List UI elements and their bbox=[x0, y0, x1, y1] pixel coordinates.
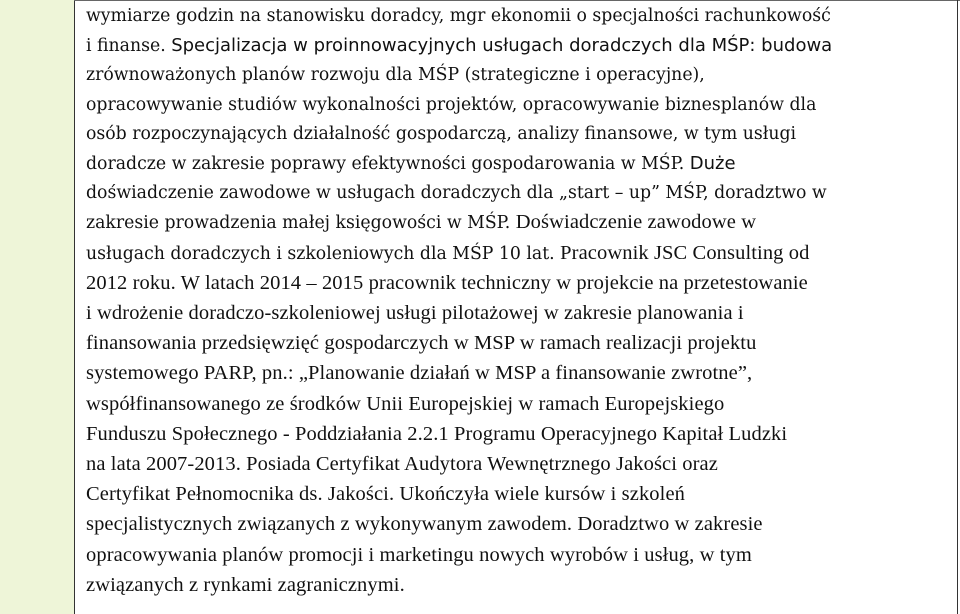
text-line bbox=[86, 61, 948, 90]
text-segment: wymiarze godzin na stanowisku doradcy, mgr ekonomii o specjalności rachunkowość bbox=[86, 6, 831, 26]
text-line bbox=[86, 149, 948, 179]
text-line bbox=[86, 480, 948, 510]
text-segment: związanych z rynkami zagranicznymi. bbox=[86, 573, 405, 596]
text-segment: zakresie prowadzenia małej księgowości w MŚP. bbox=[86, 213, 516, 234]
table-text-cell bbox=[86, 2, 948, 601]
text-line bbox=[86, 450, 948, 480]
text-segment: osób rozpoczynających działalność gospodarczą, analizy finansowe, w tym usługi bbox=[86, 123, 797, 144]
text-segment: opracowywania planów promocji i marketingu nowych wyrobów i usług, w tym bbox=[86, 543, 752, 566]
table-top-border bbox=[74, 0, 960, 1]
text-line bbox=[86, 359, 948, 389]
text-segment: i finanse. bbox=[86, 36, 172, 57]
text-segment: Doświadczenie zawodowe w bbox=[515, 211, 757, 234]
text-segment: Certyfikat Pełnomocnika ds. Jakości. Ukończyła wiele kursów i szkoleń bbox=[86, 483, 685, 506]
text-line bbox=[86, 269, 948, 299]
text-segment: Duże bbox=[689, 153, 736, 175]
text-segment: współfinansowanego ze środków Unii Europejskiej w ramach Europejskiego bbox=[86, 392, 725, 415]
text-segment: Specjalizacja w proinnowacyjnych usługach doradczych dla MŚP: budowa bbox=[171, 35, 833, 57]
text-segment: 2012 roku. W latach 2014 – 2015 pracownik techniczny w projekcie na przetestowanie bbox=[86, 271, 808, 294]
text-segment: zrównoważonych planów rozwoju dla MŚP (strategiczne i operacyjne), bbox=[86, 65, 705, 86]
text-segment: opracowywanie studiów wykonalności projektów, opracowywanie biznesplanów dla bbox=[86, 94, 817, 115]
text-segment: i wdrożenie doradczo-szkoleniowej usługi pilotażowej w zakresie planowania i bbox=[86, 302, 744, 325]
text-line bbox=[86, 510, 948, 540]
text-line bbox=[86, 420, 948, 450]
text-line bbox=[86, 571, 948, 601]
text-segment: usługach doradczych i szkoleniowych dla MŚP 10 lat. bbox=[86, 243, 561, 264]
text-segment: systemowego PARP, pn.: „Planowanie działań w MSP a finansowanie zwrotne”, bbox=[86, 362, 753, 385]
text-line bbox=[86, 91, 948, 120]
table-right-border bbox=[957, 0, 958, 614]
text-line bbox=[86, 390, 948, 420]
text-line bbox=[86, 179, 948, 208]
text-line bbox=[86, 120, 948, 149]
text-segment: specjalistycznych związanych z wykonywanym zawodem. Doradztwo w zakresie bbox=[86, 513, 763, 536]
text-line bbox=[86, 239, 948, 269]
text-line bbox=[86, 2, 948, 31]
text-segment: Funduszu Społecznego - Poddziałania 2.2.1 Programu Operacyjnego Kapitał Ludzki bbox=[86, 422, 788, 445]
text-segment: na lata 2007-2013. Posiada Certyfikat Audytora Wewnętrznego Jakości oraz bbox=[86, 453, 718, 476]
text-segment: finansowania przedsięwzięć gospodarczych w MSP w ramach realizacji projektu bbox=[86, 332, 757, 355]
text-line bbox=[86, 208, 948, 238]
text-segment: doświadczenie zawodowe w usługach doradczych dla „start – up” MŚP, doradztwo w bbox=[86, 183, 827, 204]
text-line bbox=[86, 541, 948, 571]
table-left-cell bbox=[0, 0, 75, 614]
text-line bbox=[86, 329, 948, 359]
text-line bbox=[86, 299, 948, 329]
text-segment: doradcze w zakresie poprawy efektywności gospodarowania w MŚP. bbox=[86, 154, 690, 175]
text-segment: Pracownik JSC Consulting od bbox=[560, 241, 810, 264]
text-line bbox=[86, 31, 948, 61]
